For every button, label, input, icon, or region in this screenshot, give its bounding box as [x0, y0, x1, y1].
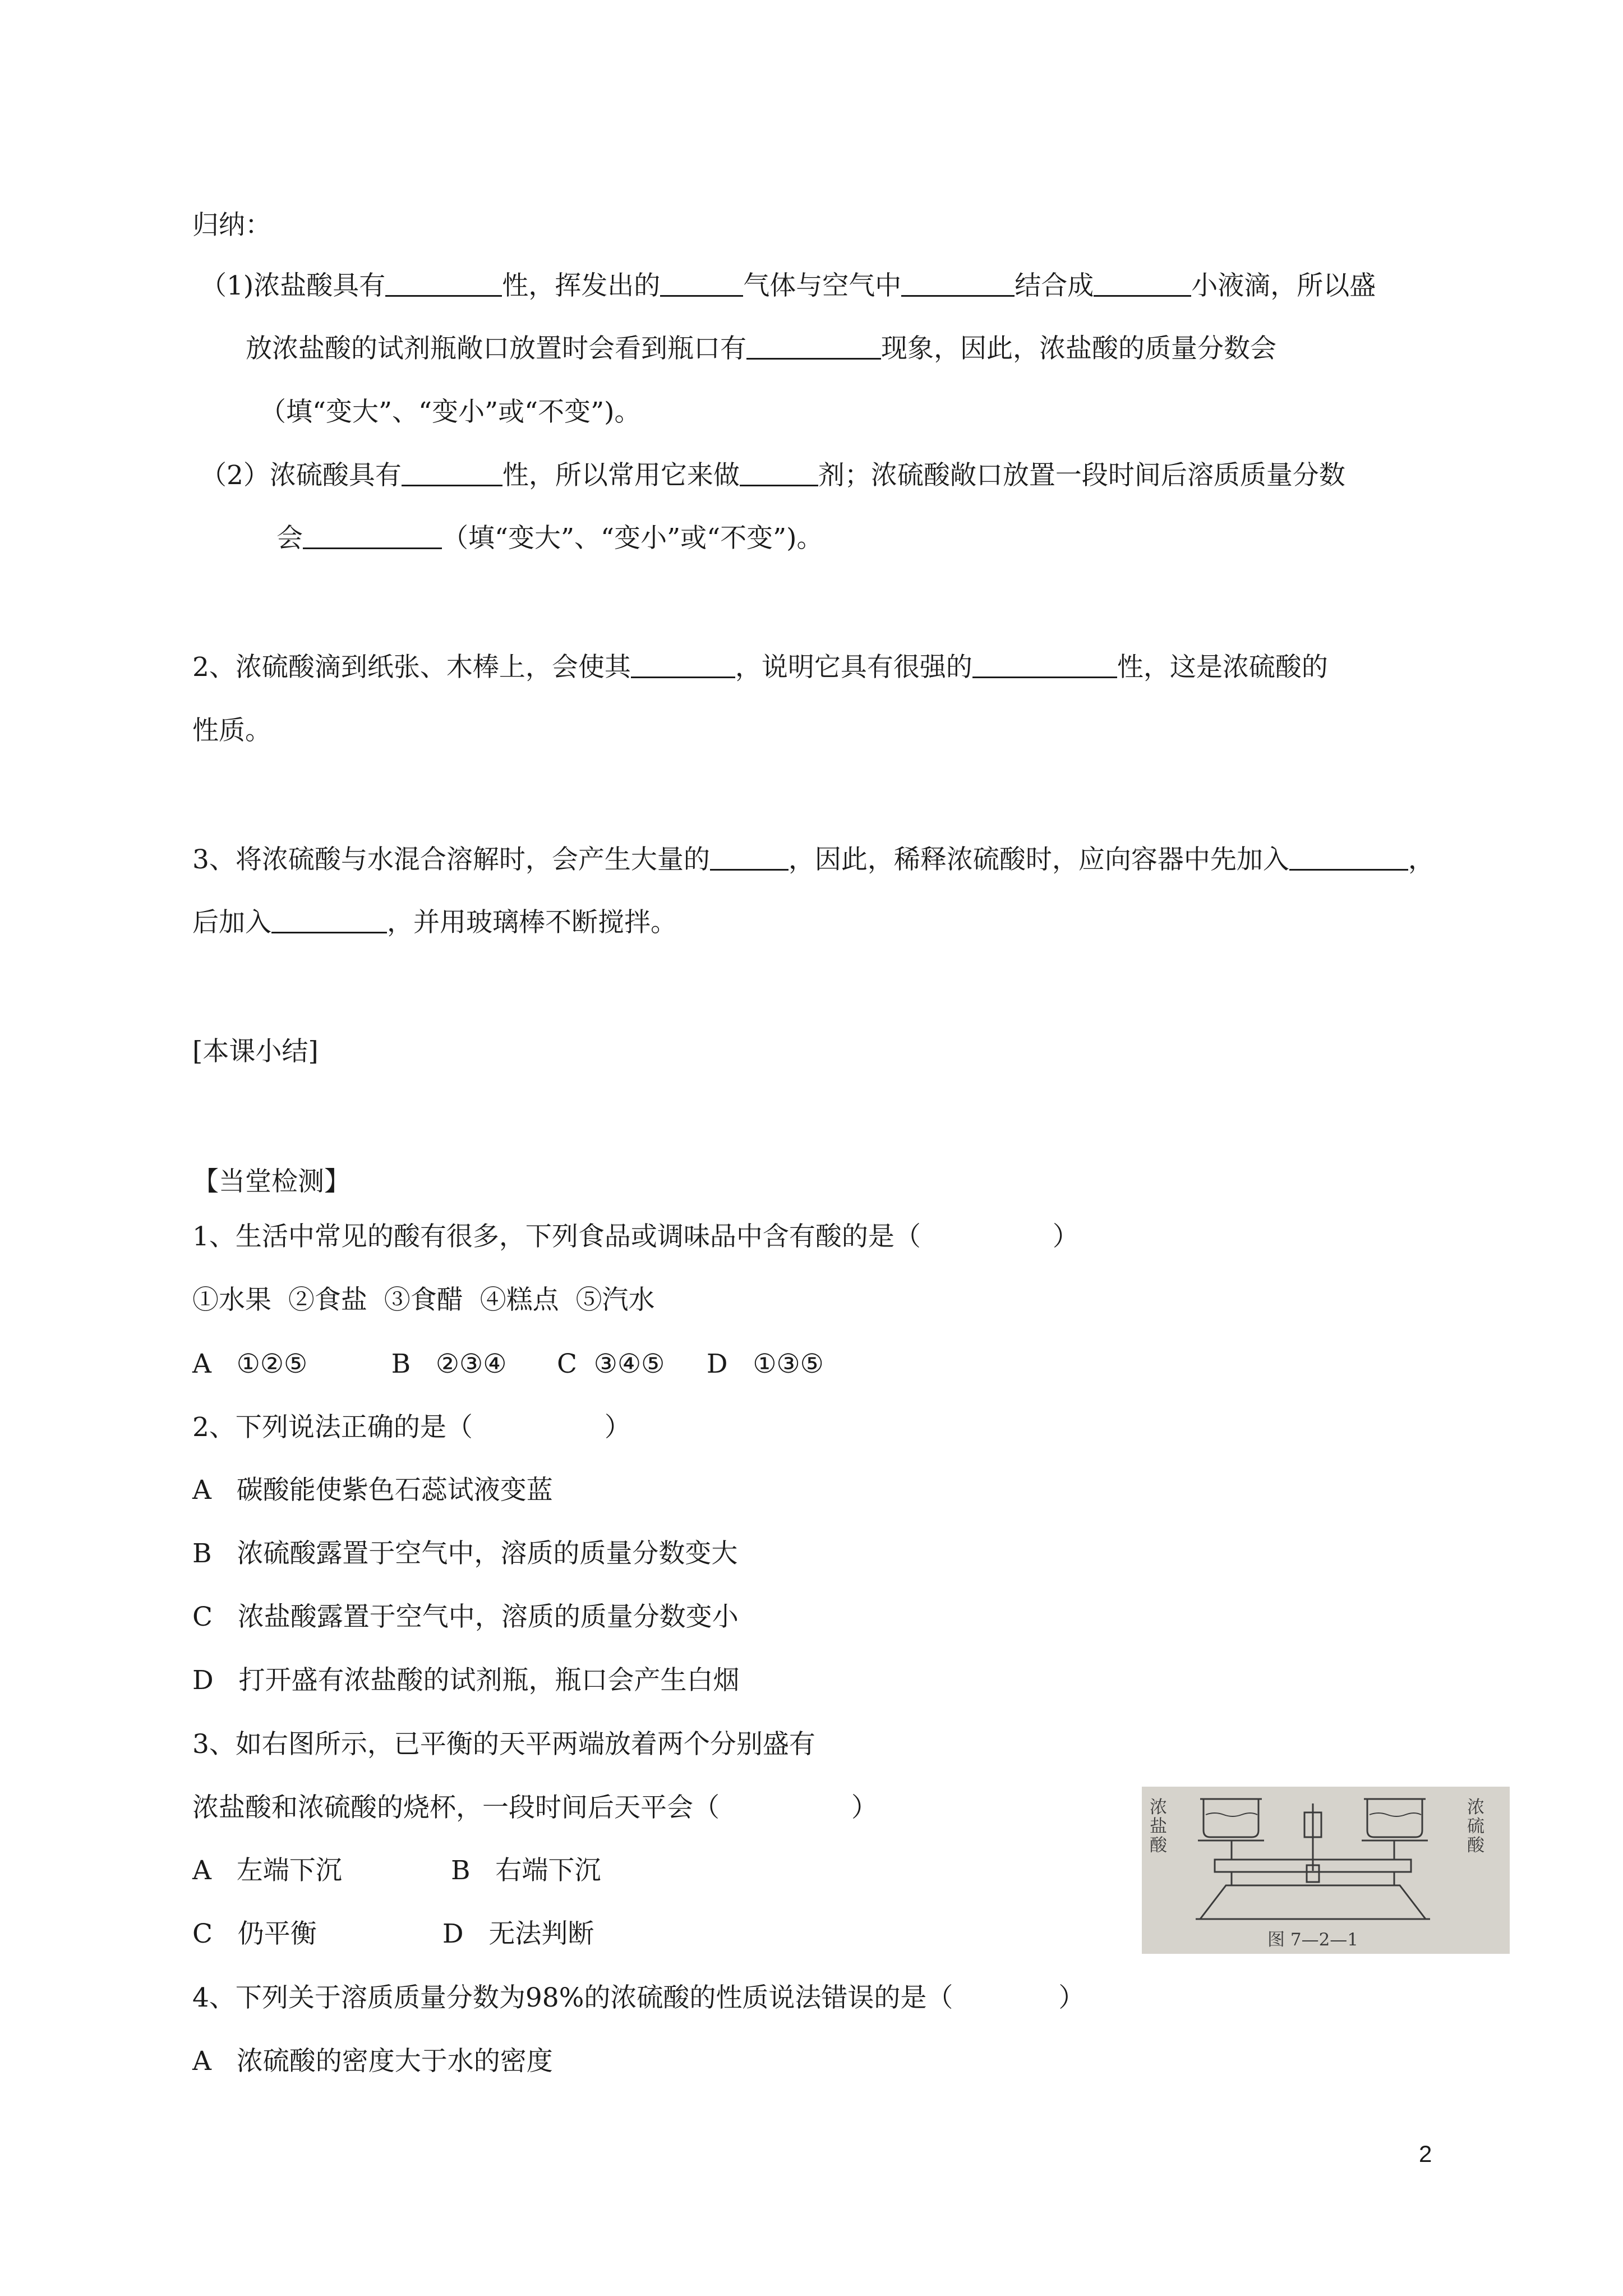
mc-3-stem-line-1: 3、如右图所示，已平衡的天平两端放着两个分别盛有 [192, 1729, 815, 1760]
figure-right-label: 浓硫酸 [1467, 1797, 1484, 1856]
mc-4-option-a: A 浓硫酸的密度大于水的密度 [192, 2046, 553, 2077]
mc-3-stem-line-2: 浓盐酸和浓硫酸的烧杯，一段时间后天平会（ ） [192, 1792, 878, 1823]
figure-caption: 图 7—2—1 [1267, 1930, 1359, 1950]
question-1-line-2 [246, 332, 1276, 366]
mc-2-option-d: D 打开盛有浓盐酸的试剂瓶，瓶口会产生白烟 [192, 1665, 740, 1696]
text: ，说明它具有很强的 [735, 652, 972, 683]
item-2-line-1 [192, 651, 1328, 684]
item-2-line-2: 性质。 [192, 715, 271, 746]
figure-left-label: 浓盐酸 [1150, 1797, 1167, 1856]
mc-3-options-ab: A 左端下沉 B 右端下沉 [192, 1855, 601, 1886]
text: 剂；浓硫酸敞口放置一段时间后溶质质量分数 [818, 460, 1345, 491]
mc-2-option-b: B 浓硫酸露置于空气中，溶质的质量分数变大 [192, 1538, 738, 1569]
text: （填“变大”、“变小”或“不变”)。 [442, 523, 823, 554]
answer-blank[interactable] [1289, 844, 1408, 871]
answer-blank[interactable] [1094, 270, 1191, 297]
question-1-line-3: （填“变大”、“变小”或“不变”)。 [260, 397, 641, 427]
text: （1)浓盐酸具有 [200, 270, 386, 301]
text: 性，这是浓硫酸的 [1117, 652, 1328, 683]
answer-blank[interactable] [710, 844, 789, 871]
answer-blank[interactable] [901, 270, 1015, 297]
mc-1-items: ①水果 ②食盐 ③食醋 ④糕点 ⑤汽水 [192, 1285, 655, 1315]
mc-2-option-c: C 浓盐酸露置于空气中，溶质的质量分数变小 [192, 1602, 739, 1632]
text: 现象，因此，浓盐酸的质量分数会 [881, 333, 1276, 364]
answer-blank[interactable] [740, 460, 818, 486]
summary-heading: 归纳： [192, 210, 271, 241]
text: 结合成 [1015, 270, 1094, 301]
mc-3-options-cd: C 仍平衡 D 无法判断 [192, 1918, 594, 1949]
text: 小液滴，所以盛 [1191, 270, 1376, 301]
page-number: 2 [1419, 2141, 1432, 2167]
answer-blank[interactable] [972, 652, 1117, 678]
balance-figure [1142, 1787, 1510, 1954]
text: 放浓盐酸的试剂瓶敞口放置时会看到瓶口有 [246, 333, 746, 364]
text: （2）浓硫酸具有 [200, 460, 402, 491]
mc-2-stem: 2、下列说法正确的是（ ） [192, 1412, 631, 1443]
text: 3、将浓硫酸与水混合溶解时，会产生大量的 [192, 844, 710, 875]
text: 2、浓硫酸滴到纸张、木棒上，会使其 [192, 652, 631, 683]
text: 后加入 [192, 907, 271, 938]
text: 气体与空气中 [743, 270, 902, 301]
text: 性，所以常用它来做 [502, 460, 740, 491]
answer-blank[interactable] [631, 652, 735, 678]
text: 会 [276, 523, 303, 554]
answer-blank[interactable] [402, 460, 502, 486]
question-1-line-1 [200, 269, 1376, 303]
question-2-line-1 [200, 459, 1345, 493]
text: 性，挥发出的 [502, 270, 661, 301]
answer-blank[interactable] [660, 270, 743, 297]
answer-blank[interactable] [746, 333, 881, 360]
text: ， [1408, 844, 1435, 875]
item-3-line-2 [192, 906, 677, 940]
item-3-line-1 [192, 843, 1435, 877]
balance-illustration [1142, 1787, 1510, 1954]
text: ，并用玻璃棒不断搅拌。 [387, 907, 677, 938]
text: ，因此，稀释浓硫酸时，应向容器中先加入 [788, 844, 1289, 875]
question-2-line-2 [276, 522, 823, 555]
mc-4-stem: 4、下列关于溶质质量分数为98%的浓硫酸的性质说法错误的是（ ） [192, 1982, 1085, 2013]
answer-blank[interactable] [303, 523, 442, 549]
lesson-summary-heading: [本课小结] [192, 1036, 319, 1067]
mc-2-option-a: A 碳酸能使紫色石蕊试液变蓝 [192, 1475, 553, 1506]
mc-1-stem: 1、生活中常见的酸有很多，下列食品或调味品中含有酸的是（ ） [192, 1221, 1079, 1252]
answer-blank[interactable] [385, 270, 502, 297]
answer-blank[interactable] [271, 907, 387, 933]
mc-1-options: A ①②⑤ B ②③④ C ③④⑤ D ①③⑤ [192, 1349, 824, 1379]
in-class-check-heading: 【当堂检测】 [192, 1166, 351, 1197]
